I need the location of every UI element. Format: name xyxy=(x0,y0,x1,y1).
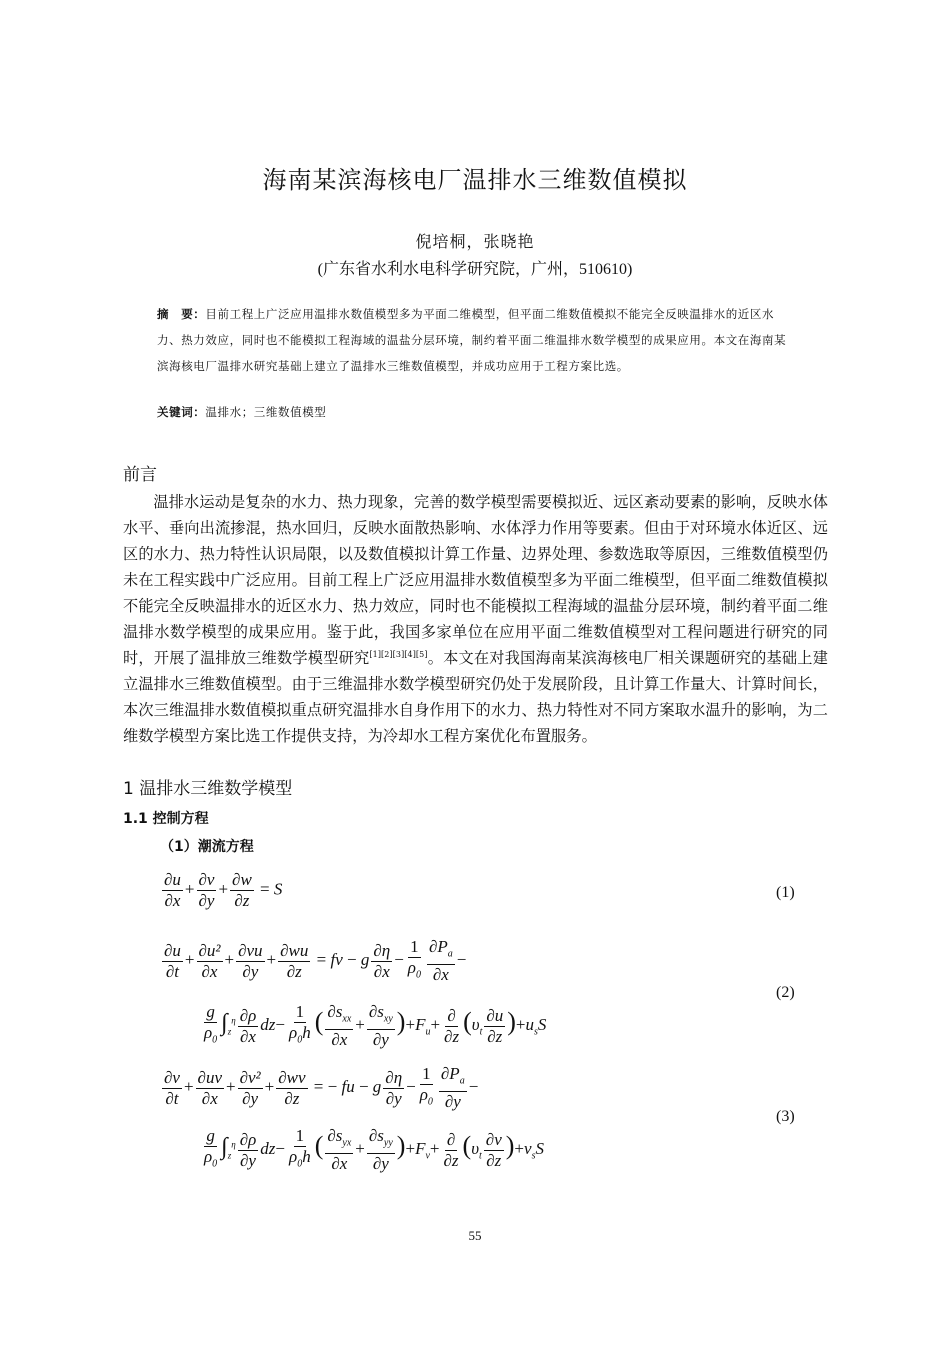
page-number: 55 xyxy=(468,1228,482,1243)
intro-text-part2: 。本文在对我国海南某滨海核电厂相关课题研究的基础上建立温排水三维数值模型。由于三维温排水数学模型研究仍处于发展阶段，且计算工作量大、计算时间长，本次三维温排水数值模拟重点研究温排水自身作用下的水力、热力特性对不同方案取水温升的影响，为二维数学模型方案比选工作提供支持，为冷却水工程方案优化布置服务。 xyxy=(123,649,828,745)
intro-heading: 前言 xyxy=(123,465,157,485)
intro-paragraph xyxy=(123,489,828,749)
subsection-heading-flow: （1）潮流方程 xyxy=(160,839,254,855)
abstract-text: 目前工程上广泛应用温排水数值模型多为平面二维模型，但平面二维数值模拟不能完全反映温排水的近区水力、热力效应，同时也不能模拟工程海域的温盐分层环境，制约着平面二维温排水数学模型的成果应用。本文在海南某滨海核电厂温排水研究基础上建立了温排水三维数值模型，并成功应用于工程方案比选。 xyxy=(157,307,787,373)
abstract xyxy=(157,301,797,379)
equation-2-line-2: $\frac{g}{\rho_0}$ $\int_z^\eta$ $\frac{\partial\rho}{\partial x}$ dz− $\frac{1}{\rho_0h}$ ( $\frac{\partial s_{xx}}{\partial x}$ + $\frac{\partial s_{xy}}{\partial y}$ )$+F_u+$ $\frac{\partial}{\partial z}$ ($\upsilon_t$ $\frac{\partial u}{\partial z}$ )$+u_sS$ xyxy=(204,1002,547,1050)
intro-references: [1][2][3][4][5] xyxy=(369,650,428,659)
keywords-label: 关键词： xyxy=(157,405,206,419)
equation-3-number: (3) xyxy=(776,1108,795,1125)
equation-1: $\frac{\partial u}{\partial x}$ + $\frac{\partial v}{\partial y}$ + $\frac{\partial w}{\partial z}$ = S xyxy=(164,870,283,910)
paper-title: 海南某滨海核电厂温排水三维数值模拟 xyxy=(262,166,688,194)
abstract-label: 摘 要： xyxy=(157,307,206,321)
section-heading-1: 1 温排水三维数学模型 xyxy=(123,779,293,799)
keywords-text: 温排水；三维数值模型 xyxy=(205,405,327,419)
equation-3-line-1: $\frac{\partial v}{\partial t}$ + $\frac{\partial uv}{\partial x}$ + $\frac{\text{∂v²}}{\partial y}$ + $\frac{\partial wv}{\partial z}$ = − fu − g $\frac{\partial\eta}{\partial y}$ − $\frac{1}{\rho_0}$ $\frac{\partial P_a}{\partial y}$ − xyxy=(164,1064,479,1112)
keywords xyxy=(157,401,797,423)
authors: 倪培桐，张晓艳 xyxy=(415,232,535,251)
affiliation: (广东省水利水电科学研究院，广州，510610) xyxy=(317,261,633,278)
equation-2-line-1: $\frac{\partial u}{\partial t}$ + $\frac{\text{∂u²}}{\partial x}$ + $\frac{\partial vu}{\partial y}$ + $\frac{\partial wu}{\partial z}$ = fv − g $\frac{\partial\eta}{\partial x}$ − $\frac{1}{\rho_0}$ $\frac{\partial P_a}{\partial x}$ − xyxy=(164,937,467,985)
section-heading-1-1: 1.1 控制方程 xyxy=(123,811,209,827)
intro-text-part1: 温排水运动是复杂的水力、热力现象，完善的数学模型需要模拟近、远区紊动要素的影响，反映水体水平、垂向出流掺混，热水回归，反映水面散热影响、水体浮力作用等要素。但由于对环境水体近区、远区的水力、热力特性认识局限，以及数值模拟计算工作量、边界处理、参数选取等原因，三维数值模型仍未在工程实践中广泛应用。目前工程上广泛应用温排水数值模型多为平面二维模型，但平面二维数值模拟不能完全反映温排水的近区水力、热力效应，同时也不能模拟工程海域的温盐分层环境，制约着平面二维温排水数学模型的成果应用。鉴于此，我国多家单位在应用平面二维数值模型对工程问题进行研究的同时，开展了温排放三维数学模型研究 xyxy=(123,493,828,667)
equation-3-line-2: $\frac{g}{\rho_0}$ $\int_z^\eta$ $\frac{\partial\rho}{\partial y}$ dz− $\frac{1}{\rho_0h}$ ( $\frac{\partial s_{yx}}{\partial x}$ + $\frac{\partial s_{yy}}{\partial y}$ )$+F_v+$ $\frac{\partial}{\partial z}$ ($\upsilon_t$ $\frac{\partial v}{\partial z}$ )$+v_sS$ xyxy=(204,1126,544,1174)
equation-2-number: (2) xyxy=(776,984,795,1001)
equation-1-number: (1) xyxy=(776,884,795,901)
